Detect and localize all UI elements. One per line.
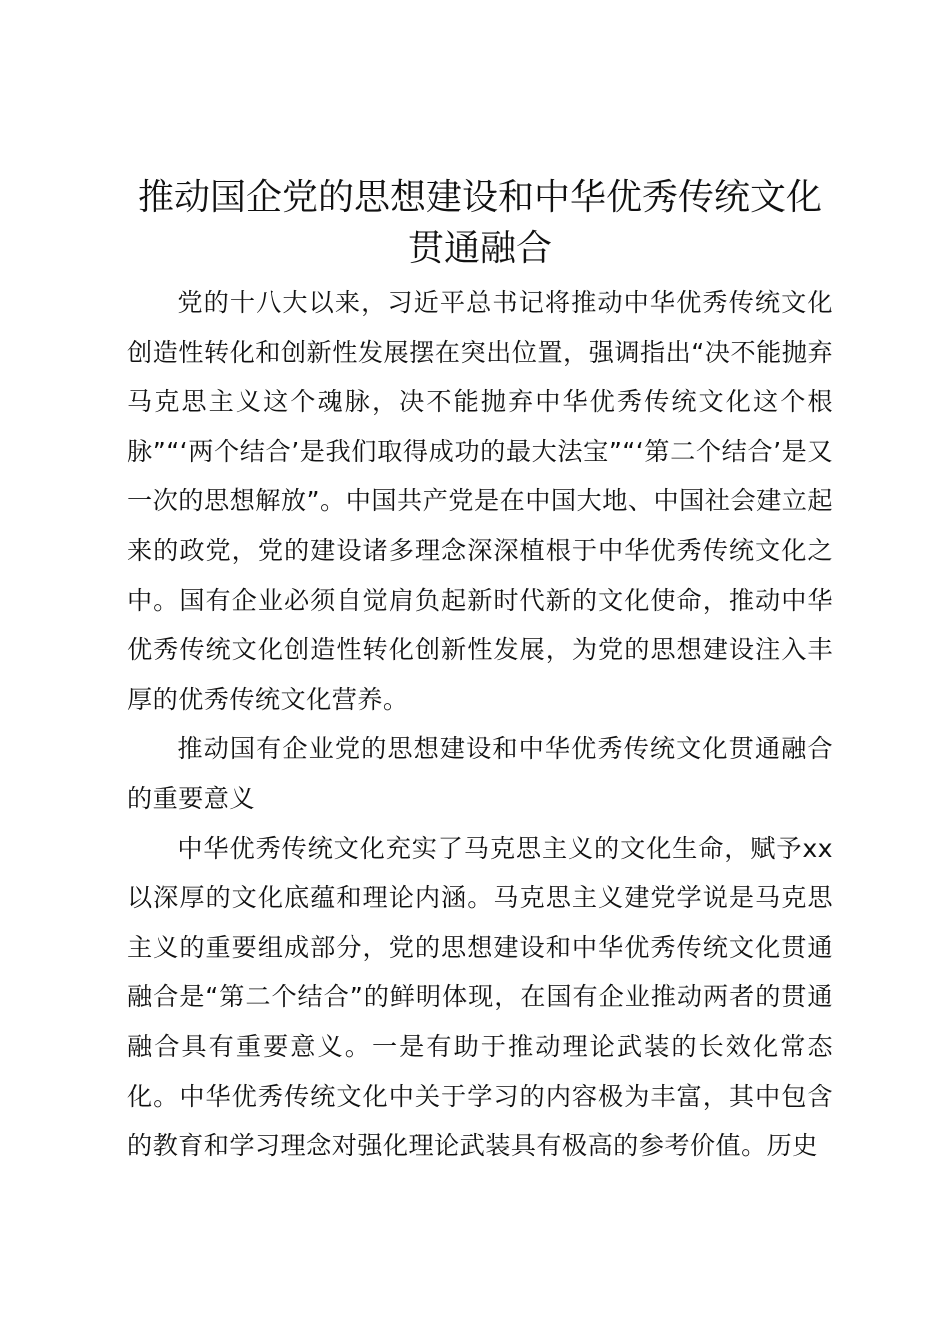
- paragraph-significance: 中华优秀传统文化充实了马克思主义的文化生命，赋予xx以深厚的文化底蕴和理论内涵。马克思主义建党学说是马克思主义的重要组成部分，党的思想建设和中华优秀传统文化贯通融合是“第二个结合”的鲜明体现，在国有企业推动两者的贯通融合具有重要意义。一是有助于推动理论武装的长效化常态化。中华优秀传统文化中关于学习的内容极为丰富，其中包含的教育和学习理念对强化理论武装具有极高的参考价值。历史: [127, 833, 833, 1161]
- paragraph-section-heading: 推动国有企业党的思想建设和中华优秀传统文化贯通融合的重要意义: [127, 734, 833, 813]
- document-title: 推动国企党的思想建设和中华优秀传统文化贯通融合: [137, 177, 822, 269]
- paragraph-intro: 党的十八大以来，习近平总书记将推动中华优秀传统文化创造性转化和创新性发展摆在突出位置，强调指出“决不能抛弃马克思主义这个魂脉，决不能抛弃中华优秀传统文化这个根脉”“‘两个结合’是我们取得成功的最大法宝”“‘第二个结合’是又一次的思想解放”。中国共产党是在中国大地、中国社会建立起来的政党，党的建设诸多理念深深植根于中华优秀传统文化之中。国有企业必须自觉肩负起新时代新的文化使命，推动中华优秀传统文化创造性转化创新性发展，为党的思想建设注入丰厚的优秀传统文化营养。: [127, 288, 833, 714]
- document-body: [127, 172, 833, 1171]
